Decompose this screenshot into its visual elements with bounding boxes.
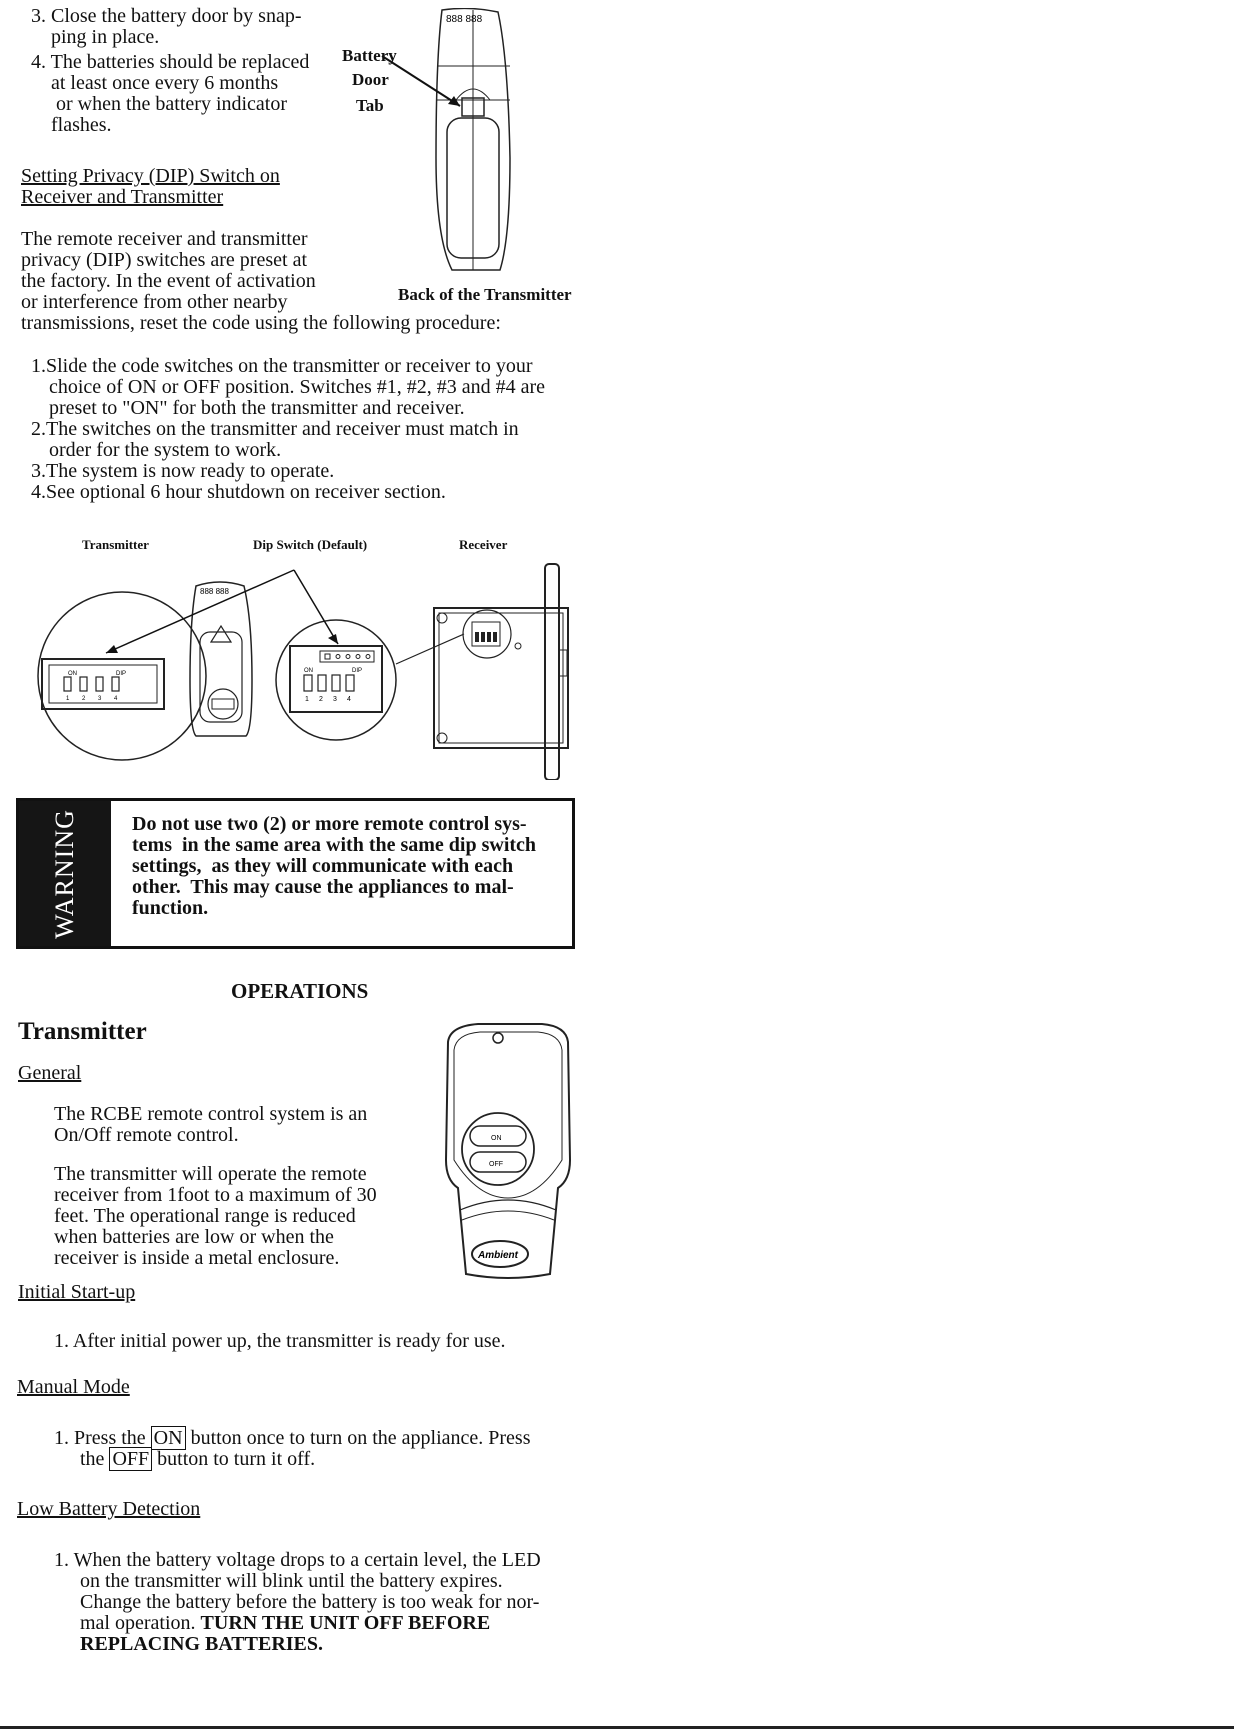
svg-text:3: 3: [98, 696, 102, 702]
step-text: Slide the code switches on the transmitter or receiver to your: [46, 355, 533, 377]
low-battery-heading: Low Battery Detection: [17, 1498, 201, 1520]
paragraph-line: when batteries are low or when the: [54, 1226, 334, 1248]
svg-text:4: 4: [347, 696, 351, 703]
dip-heading-line1: Setting Privacy (DIP) Switch on: [21, 165, 280, 187]
dip-step-4: [31, 482, 591, 503]
svg-text:ON: ON: [68, 671, 77, 677]
warning-line: tems in the same area with the same dip switch: [132, 834, 537, 856]
remote-transmitter-figure: [438, 1020, 578, 1284]
dip-step-2: [31, 419, 591, 461]
step-text: The system is now ready to operate.: [46, 460, 335, 482]
step-number: 2.: [31, 418, 46, 440]
grip-marks: 888 888: [446, 14, 483, 25]
step-text: After initial power up, the transmitter is ready for use.: [72, 1330, 506, 1352]
step-text: ping in place.: [51, 26, 160, 48]
step-text: flashes.: [51, 114, 112, 136]
svg-text:888 888: 888 888: [200, 587, 229, 596]
step-text: Press the: [74, 1427, 151, 1449]
diagram-label-dip-switch: Dip Switch (Default): [253, 537, 368, 552]
step-text: button once to turn on the appliance. Press: [185, 1427, 531, 1449]
paragraph-line: The transmitter will operate the remote: [54, 1163, 367, 1185]
step-text: order for the system to work.: [49, 439, 282, 461]
svg-text:DIP: DIP: [116, 671, 127, 677]
tab-label: Tab: [356, 96, 384, 115]
paragraph-line: receiver from 1foot to a maximum of 30: [54, 1184, 377, 1206]
dip-heading-line2: Receiver and Transmitter: [21, 186, 224, 208]
svg-text:ON: ON: [304, 668, 313, 674]
general-heading: General: [18, 1062, 82, 1084]
dip-heading: [21, 166, 280, 208]
dip-intro: [21, 229, 601, 334]
step-text: button to turn it off.: [152, 1448, 316, 1470]
step-text: When the battery voltage drops to a certain level, the LED: [73, 1549, 541, 1571]
step-text: choice of ON or OFF position. Switches #1, #2, #3 and #4 are: [49, 376, 546, 398]
dip-intro-line: transmissions, reset the code using the following procedure:: [21, 312, 501, 334]
step-text: on the transmitter will blink until the battery expires.: [80, 1570, 503, 1592]
step-text-bold: TURN THE UNIT OFF BEFORE: [200, 1612, 491, 1634]
step-text: mal operation.: [80, 1612, 201, 1634]
paragraph-line: On/Off remote control.: [54, 1124, 239, 1146]
dip-step-1: [31, 356, 591, 419]
paragraph-line: feet. The operational range is reduced: [54, 1205, 356, 1227]
step-text-bold: REPLACING BATTERIES.: [80, 1633, 324, 1655]
step-number: 3.: [31, 5, 46, 27]
back-of-transmitter-caption: Back of the Transmitter: [398, 285, 572, 304]
diagram-label-transmitter: Transmitter: [82, 537, 149, 552]
dip-step-3: [31, 461, 591, 482]
warning-text: [132, 814, 572, 919]
warning-side-band: [19, 801, 111, 946]
paragraph-line: receiver is inside a metal enclosure.: [54, 1247, 340, 1269]
step-text: the: [80, 1448, 110, 1470]
step-text: See optional 6 hour shutdown on receiver section.: [46, 481, 446, 503]
step-number: 1.: [54, 1427, 69, 1449]
paragraph-line: The RCBE remote control system is an: [54, 1103, 368, 1125]
door-label: Door: [352, 70, 389, 89]
remote-on-label: ON: [491, 1135, 502, 1142]
dip-intro-line: The remote receiver and transmitter: [21, 228, 308, 250]
page-bottom-rule: [0, 1726, 1234, 1729]
step-number: 3.: [31, 460, 46, 482]
low-battery-step: [54, 1550, 614, 1655]
general-p1: [54, 1104, 414, 1146]
svg-text:1: 1: [305, 696, 309, 703]
initial-startup-heading: Initial Start-up: [18, 1281, 136, 1303]
remote-brand-logo: Ambient: [478, 1250, 518, 1261]
svg-text:2: 2: [319, 696, 323, 703]
step-text: The batteries should be replaced: [50, 51, 310, 73]
initial-startup-step: [54, 1331, 506, 1352]
dip-switch-diagram: [20, 560, 600, 780]
step-text: preset to "ON" for both the transmitter and receiver.: [49, 397, 465, 419]
svg-text:4: 4: [114, 696, 118, 702]
warning-line: settings, as they will communicate with each: [132, 855, 514, 877]
remote-off-label: OFF: [489, 1161, 503, 1168]
step-text: The switches on the transmitter and receiver must match in: [46, 418, 519, 440]
step-text: Change the battery before the battery is too weak for nor-: [80, 1591, 540, 1613]
dip-steps: [31, 356, 591, 503]
step-number: 1.: [31, 355, 46, 377]
on-button-ref: ON: [151, 1426, 186, 1450]
step-text: at least once every 6 months: [51, 72, 279, 94]
warning-line: function.: [132, 897, 209, 919]
battery-steps: [31, 6, 351, 136]
warning-box: [16, 798, 575, 949]
step-text: Close the battery door by snap-: [51, 5, 302, 27]
manual-mode-step: [54, 1428, 614, 1470]
svg-text:1: 1: [66, 696, 70, 702]
battery-step-4: [31, 52, 351, 136]
step-number: 1.: [54, 1330, 69, 1352]
step-text: or when the battery indicator: [51, 93, 288, 115]
svg-text:2: 2: [82, 696, 86, 702]
off-button-ref: OFF: [109, 1447, 152, 1471]
step-number: 1.: [54, 1549, 69, 1571]
svg-text:3: 3: [333, 696, 337, 703]
general-p2: [54, 1164, 414, 1269]
step-number: 4.: [31, 481, 46, 503]
transmitter-title: Transmitter: [18, 1018, 147, 1045]
battery-step-3: [31, 6, 351, 48]
operations-title: OPERATIONS: [231, 979, 369, 1003]
warning-line: other. This may cause the appliances to mal-: [132, 876, 514, 898]
step-number: 4.: [31, 51, 46, 73]
battery-label: Battery: [342, 46, 397, 65]
warning-line: Do not use two (2) or more remote control sys-: [132, 813, 527, 835]
diagram-label-receiver: Receiver: [459, 537, 508, 552]
warning-label: WARNING: [50, 808, 79, 939]
dip-intro-line: or interference from other nearby: [21, 291, 288, 313]
dip-intro-line: privacy (DIP) switches are preset at: [21, 249, 307, 271]
manual-mode-heading: Manual Mode: [17, 1376, 130, 1398]
svg-text:DIP: DIP: [352, 668, 363, 674]
dip-intro-line: the factory. In the event of activation: [21, 270, 316, 292]
